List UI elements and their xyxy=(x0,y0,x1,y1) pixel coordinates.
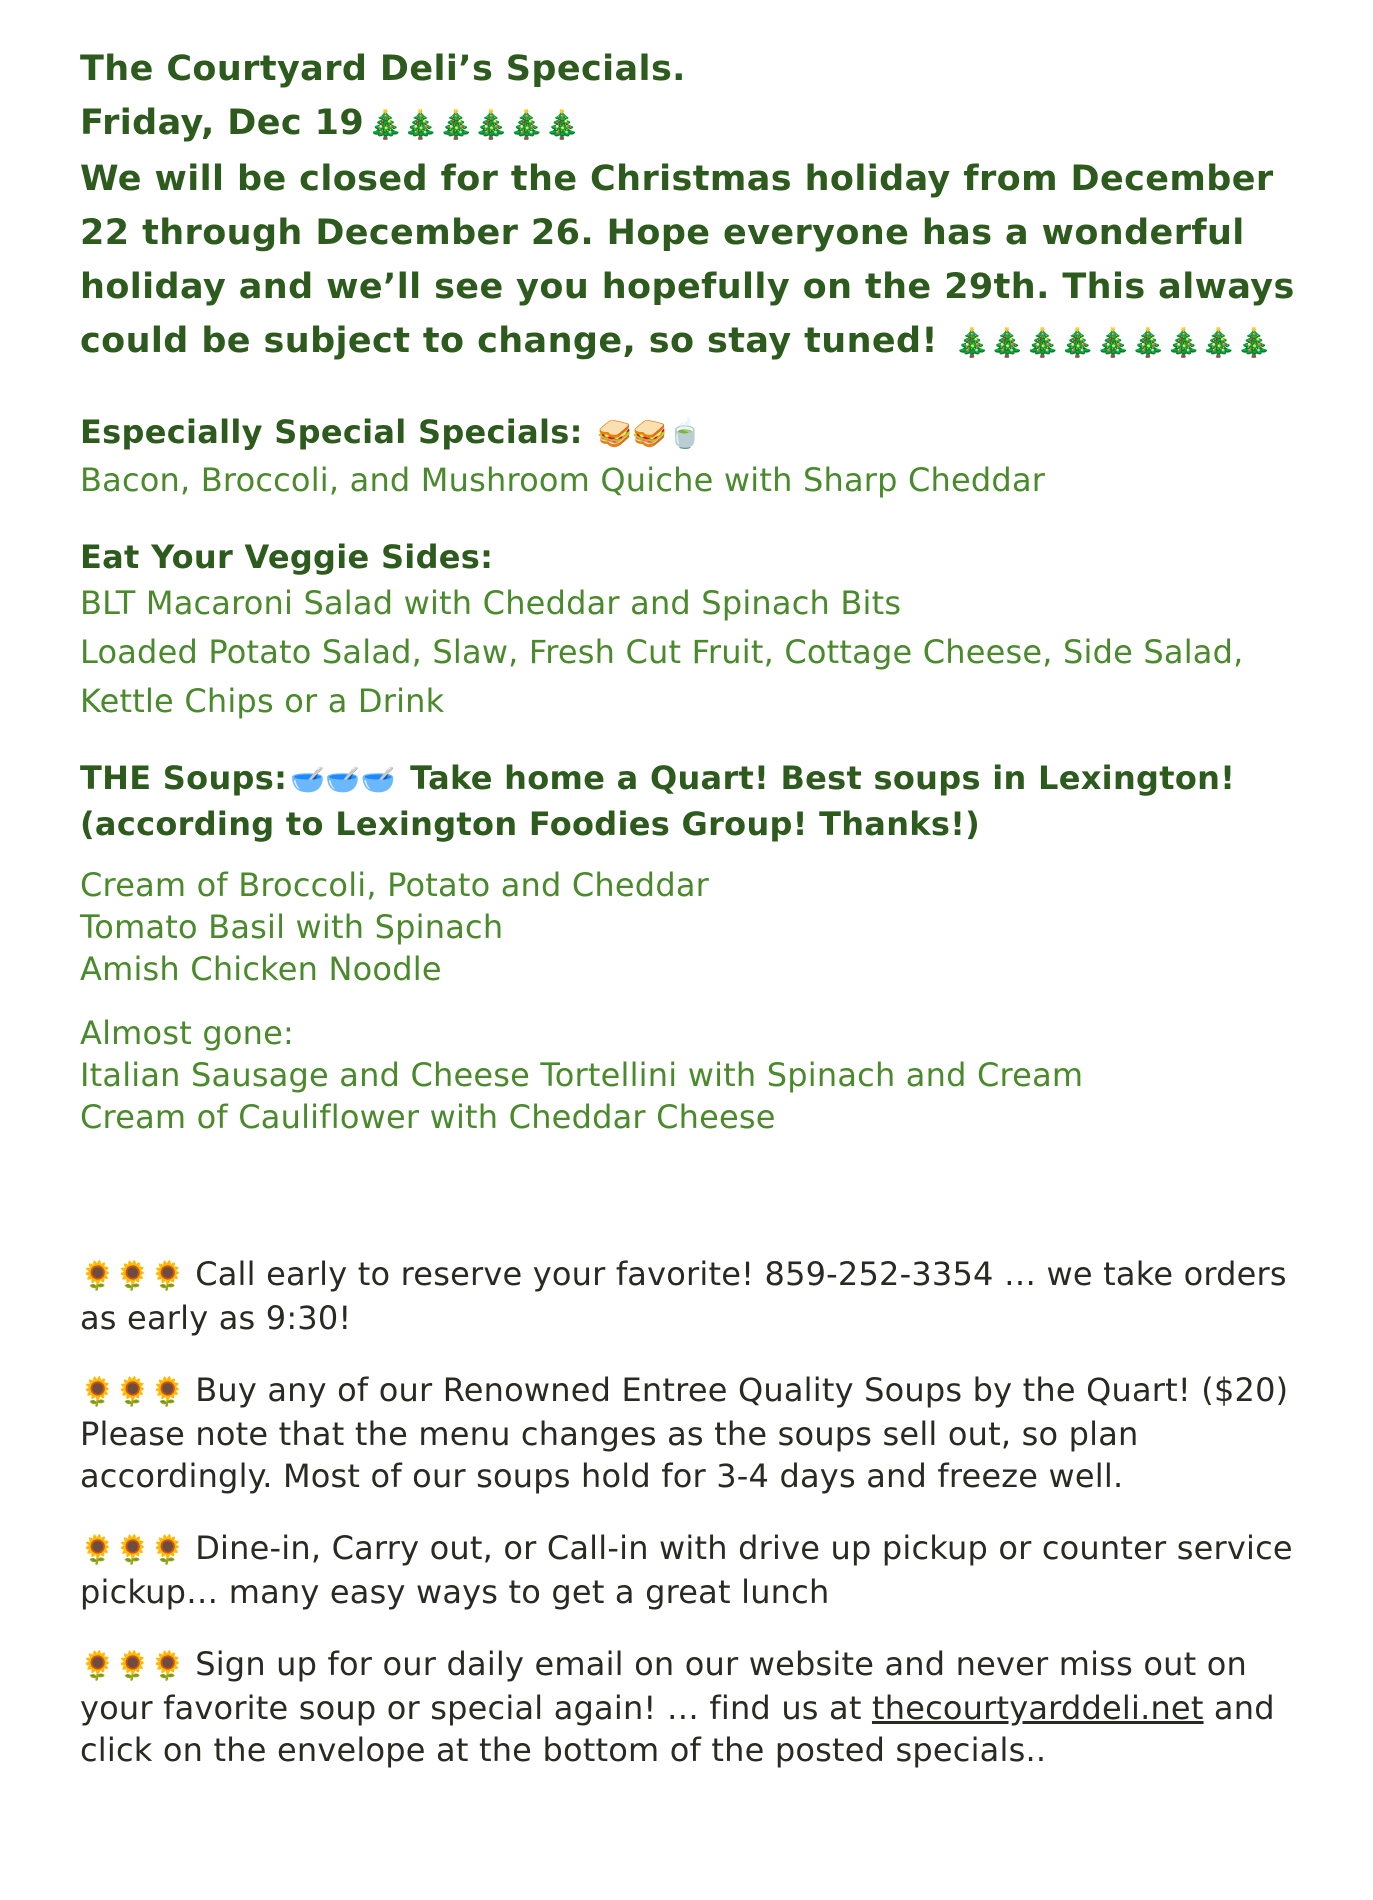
sides-heading: Eat Your Veggie Sides: xyxy=(80,538,494,576)
soups-heading-label: THE Soups: xyxy=(80,759,288,797)
soups-section xyxy=(80,756,1313,990)
info-call-text: Call early to reserve your favorite! 859-252-3354 … we take orders as early as 9:30! xyxy=(80,1255,1287,1337)
website-link[interactable]: thecourtyarddeli.net xyxy=(871,1689,1204,1727)
christmas-tree-icons: 🎄🎄🎄🎄🎄🎄🎄🎄🎄 xyxy=(954,326,1272,359)
specials-heading-text: Especially Special Specials: xyxy=(80,413,583,451)
sandwich-soup-icons: 🥪🥪🍵 xyxy=(597,417,703,450)
info-signup-text: Sign up for our daily email on our website and never miss out on your favorite soup or special again! … find us at xyxy=(80,1645,1248,1727)
date-line xyxy=(80,96,1313,152)
sunflower-icons: 🌻🌻🌻 xyxy=(80,1375,186,1408)
info-signup-text-end: and click on the envelope at the bottom of the posted specials.. xyxy=(80,1689,1275,1769)
almost-gone-section xyxy=(80,1012,1313,1138)
header xyxy=(80,42,1313,370)
side-item: Kettle Chips or a Drink xyxy=(80,682,445,720)
side-item: BLT Macaroni Salad with Cheddar and Spinach Bits xyxy=(80,584,902,622)
special-item: Bacon, Broccoli, and Mushroom Quiche with Sharp Cheddar xyxy=(80,461,1046,499)
info-signup xyxy=(80,1643,1313,1771)
soup-item: Cream of Broccoli, Potato and Cheddar xyxy=(80,866,709,904)
soups-heading xyxy=(80,756,1313,802)
sides-section xyxy=(80,535,1313,726)
specials-heading xyxy=(80,410,1313,456)
side-item: Loaded Potato Salad, Slaw, Fresh Cut Fruit, Cottage Cheese, Side Salad, xyxy=(80,633,1244,671)
almost-gone-label: Almost gone: xyxy=(80,1014,294,1052)
date-text: Friday, Dec 19 xyxy=(80,103,365,143)
christmas-tree-icons: 🎄🎄🎄🎄🎄🎄 xyxy=(368,108,580,141)
soups-heading-line2: (according to Lexington Foodies Group! Thanks!) xyxy=(80,805,981,843)
holiday-notice-text: We will be closed for the Christmas holiday from December 22 through December 26. Hope everyone has a wonderful holiday and we’ll see you hopefully on the 29th. This always could be subject to change, so stay tuned! xyxy=(80,159,1295,361)
almost-gone-item: Cream of Cauliflower with Cheddar Cheese xyxy=(80,1098,776,1136)
info-dine-text: Dine-in, Carry out, or Call-in with drive up pickup or counter service pickup… many easy ways to get a great lunch xyxy=(80,1529,1293,1611)
soup-item: Tomato Basil with Spinach xyxy=(80,908,504,946)
info-quart-text: Buy any of our Renowned Entree Quality Soups by the Quart! ($20) Please note that the menu changes as the soups sell out, so plan accordingly. Most of our soups hold for 3-4 days and freeze well. xyxy=(80,1371,1289,1495)
soup-item: Amish Chicken Noodle xyxy=(80,950,442,988)
almost-gone-item: Italian Sausage and Cheese Tortellini with Spinach and Cream xyxy=(80,1056,1084,1094)
sunflower-icons: 🌻🌻🌻 xyxy=(80,1259,186,1292)
specials-section xyxy=(80,410,1313,505)
info-dine xyxy=(80,1527,1313,1613)
sunflower-icons: 🌻🌻🌻 xyxy=(80,1649,186,1682)
soups-heading-rest: Take home a Quart! Best soups in Lexington! xyxy=(410,759,1236,797)
holiday-notice xyxy=(80,152,1320,370)
info-quart xyxy=(80,1369,1313,1497)
info-call xyxy=(80,1253,1313,1339)
sunflower-icons: 🌻🌻🌻 xyxy=(80,1533,186,1566)
soup-bowl-icons: 🥣🥣🥣 xyxy=(290,763,396,796)
page-title: The Courtyard Deli’s Specials. xyxy=(80,49,686,89)
